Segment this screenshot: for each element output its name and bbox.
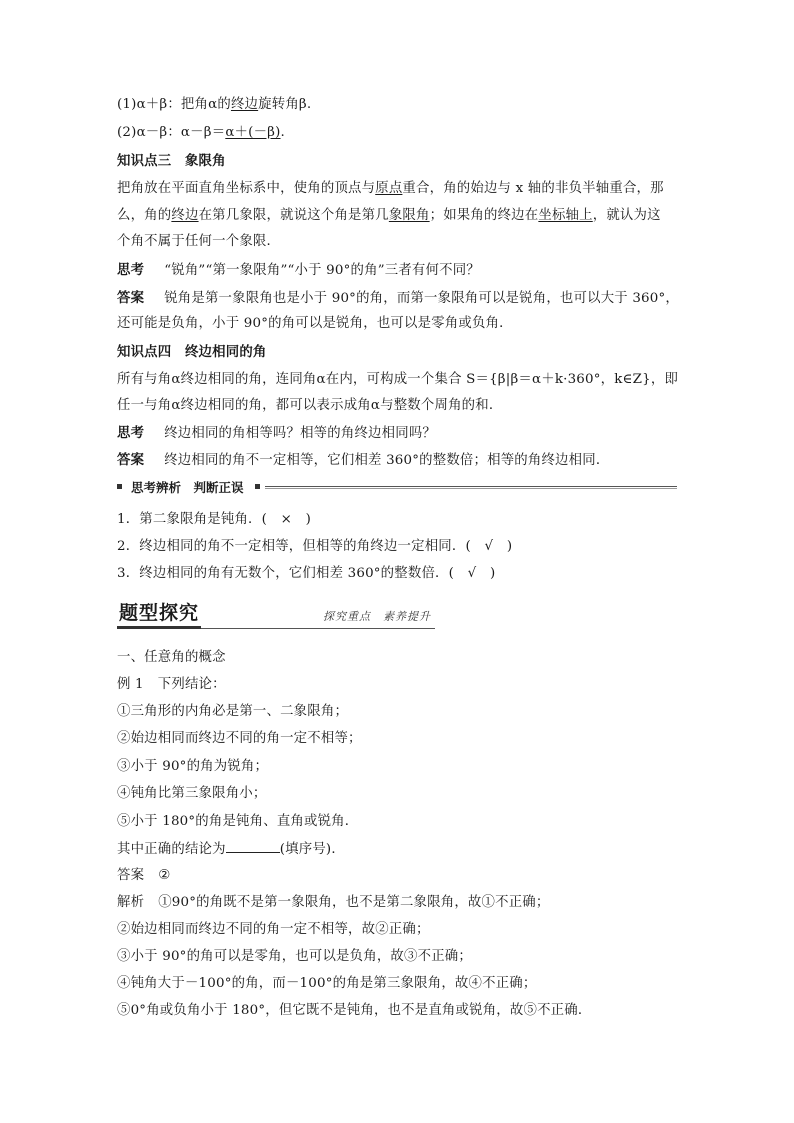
text: 锐角是第一象限角也是小于 90°的角，而第一象限角可以是锐角，也可以大于 360°， bbox=[164, 291, 679, 306]
text: 在第几象限，就说这个角是第几 bbox=[198, 208, 389, 223]
underlined-term: 坐标轴上 bbox=[538, 208, 593, 223]
text: 重合，角的始边与 x 轴的非负半轴重合，那 bbox=[402, 181, 664, 196]
judgement-item: 2．终边相同的角不一定相等，但相等的角终边一定相同．( √ ) bbox=[117, 539, 513, 554]
text: ；如果角的终边在 bbox=[429, 208, 539, 223]
answer-tag: 答案 bbox=[117, 452, 145, 468]
statement-item: ③小于 90°的角为锐角； bbox=[117, 759, 269, 774]
think-question-1 bbox=[117, 261, 682, 280]
text: (2)α－β：α－β＝ bbox=[117, 125, 226, 140]
heading-subtitle: 探究重点 素养提升 bbox=[323, 610, 431, 623]
analysis-line: ⑤0°角或负角小于 180°，但它既不是钝角，也不是直角或锐角，故⑤不正确． bbox=[117, 1003, 592, 1018]
text: ①90°的角既不是第一象限角，也不是第二象限角，故①不正确； bbox=[158, 895, 550, 910]
divider bbox=[201, 628, 435, 629]
statement-item: ②始边相同而终边不同的角一定不相等； bbox=[117, 731, 362, 746]
underlined-term: 原点 bbox=[375, 181, 403, 196]
think-tag: 思考 bbox=[117, 425, 145, 441]
text: 把角放在平面直角坐标系中，使角的顶点与 bbox=[117, 181, 376, 196]
paragraph-line bbox=[117, 180, 682, 198]
text: (填序号)． bbox=[279, 842, 345, 857]
judgement-item: 3．终边相同的角有无数个，它们相差 360°的整数倍．( √ ) bbox=[117, 566, 496, 581]
text: 下列结论： bbox=[157, 677, 226, 692]
paragraph-line bbox=[117, 207, 682, 225]
text: 终边相同的角相等吗？相等的角终边相同吗？ bbox=[164, 426, 436, 441]
think-question-2 bbox=[117, 424, 682, 443]
section-bar-judge bbox=[117, 479, 677, 497]
analysis-tag: 解析 bbox=[117, 895, 145, 910]
answer-blank bbox=[226, 840, 280, 853]
fill-in-question bbox=[117, 840, 682, 859]
text: 其中正确的结论为 bbox=[117, 842, 226, 857]
answer-1 bbox=[117, 289, 682, 308]
knowledge-point-4-title: 知识点四 终边相同的角 bbox=[117, 344, 267, 360]
paragraph-line: 个角不属于任何一个象限． bbox=[117, 234, 281, 249]
paragraph-line: 所有与角α终边相同的角，连同角α在内，可构成一个集合 S＝{β|β＝α＋k·360°，k∈Z}，即 bbox=[117, 372, 679, 387]
underlined-term: 终边 bbox=[230, 97, 259, 112]
underlined-term: α＋(－β) bbox=[225, 125, 281, 140]
line-difference-of-angles bbox=[117, 124, 682, 142]
example-1 bbox=[117, 676, 682, 694]
analysis-line: ④钝角大于－100°的角，而－100°的角是第三象限角，故④不正确； bbox=[117, 976, 537, 991]
text: 么，角的 bbox=[117, 208, 172, 223]
answer-1-continued: 还可能是负角，小于 90°的角可以是锐角，也可以是零角或负角． bbox=[117, 316, 513, 331]
text: “锐角”“第一象限角”“小于 90°的角”三者有何不同？ bbox=[164, 263, 480, 278]
square-bullet-icon bbox=[255, 484, 260, 489]
text: 旋转角β. bbox=[258, 97, 312, 112]
analysis-line bbox=[117, 894, 682, 912]
divider bbox=[265, 486, 677, 489]
example-answer bbox=[117, 867, 682, 885]
think-tag: 思考 bbox=[117, 262, 145, 278]
analysis-line: ②始边相同而终边不同的角一定不相等，故②正确； bbox=[117, 922, 430, 937]
statement-item: ④钝角比第三象限角小； bbox=[117, 786, 267, 801]
line-sum-of-angles bbox=[117, 96, 682, 114]
statement-item: ⑤小于 180°的角是钝角、直角或锐角． bbox=[117, 814, 359, 829]
part-title: 一、任意角的概念 bbox=[117, 650, 226, 665]
knowledge-point-3-title: 知识点三 象限角 bbox=[117, 153, 226, 169]
text: ，就认为这 bbox=[592, 208, 661, 223]
heading-title: 题型探究 bbox=[119, 602, 200, 624]
answer-2 bbox=[117, 451, 682, 470]
text: 终边相同的角不一定相等，它们相差 360°的整数倍；相等的角终边相同． bbox=[164, 453, 610, 468]
answer-tag: 答案 bbox=[117, 290, 145, 306]
paragraph-line: 任一与角α终边相同的角，都可以表示成角α与整数个周角的和． bbox=[117, 398, 503, 413]
text: (1)α＋β：把角α的 bbox=[117, 97, 231, 112]
answer-value: ② bbox=[158, 868, 171, 883]
underlined-term: 象限角 bbox=[388, 208, 430, 223]
divider bbox=[117, 626, 201, 629]
section-heading bbox=[117, 600, 435, 632]
statement-item: ①三角形的内角必是第一、二象限角； bbox=[117, 704, 349, 719]
underlined-term: 终边 bbox=[171, 208, 199, 223]
square-bullet-icon bbox=[117, 484, 122, 489]
answer-tag: 答案 bbox=[117, 868, 145, 883]
section-title: 思考辨析 判断正误 bbox=[131, 480, 244, 495]
text: . bbox=[280, 125, 285, 140]
analysis-line: ③小于 90°的角可以是零角，也可以是负角，故③不正确； bbox=[117, 949, 472, 964]
judgement-item: 1．第二象限角是钝角．( × ) bbox=[117, 512, 312, 527]
example-tag: 例 1 bbox=[117, 677, 144, 692]
